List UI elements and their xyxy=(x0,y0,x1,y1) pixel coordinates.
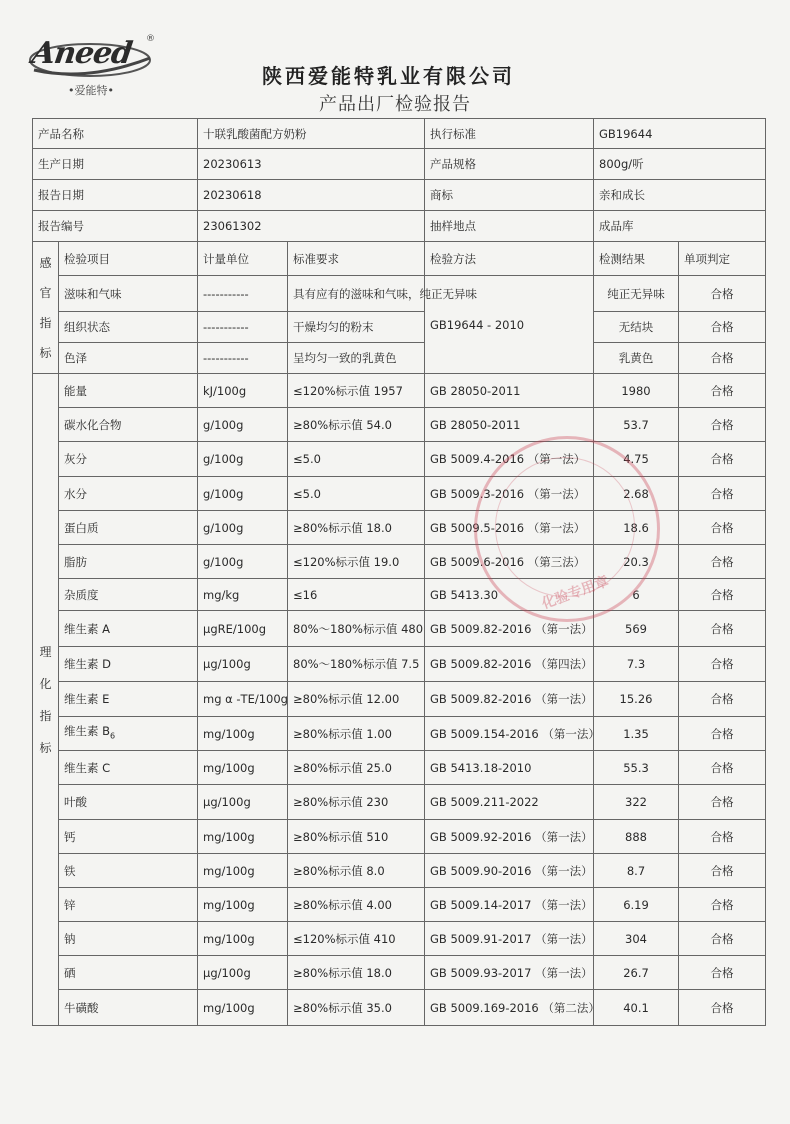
item-judgement: 合格 xyxy=(679,511,766,545)
item-name: 钠 xyxy=(59,922,198,956)
item-name: 组织状态 xyxy=(59,312,198,343)
item-result: 569 xyxy=(594,611,679,647)
item-result: 7.3 xyxy=(594,647,679,682)
item-method: GB 5009.154-2016 （第一法） xyxy=(425,717,594,751)
item-standard: ≥80%标示值 1.00 xyxy=(288,717,425,751)
item-unit: μg/100g xyxy=(198,785,288,820)
table-row xyxy=(33,647,766,682)
item-standard: 呈均匀一致的乳黄色 xyxy=(288,343,425,374)
item-result: 20.3 xyxy=(594,545,679,579)
item-unit: mg/100g xyxy=(198,820,288,854)
table-row xyxy=(33,343,766,374)
item-unit: μg/100g xyxy=(198,956,288,990)
table-row xyxy=(33,751,766,785)
info-row xyxy=(33,149,766,180)
header-item: 检验项目 xyxy=(59,242,198,276)
item-standard: 80%～180%标示值 480 xyxy=(288,611,425,647)
item-name: 维生素 D xyxy=(59,647,198,682)
item-judgement: 合格 xyxy=(679,717,766,751)
item-result: 2.68 xyxy=(594,477,679,511)
table-row xyxy=(33,922,766,956)
item-judgement: 合格 xyxy=(679,922,766,956)
item-judgement: 合格 xyxy=(679,442,766,477)
info-value: 23061302 xyxy=(198,211,425,242)
item-name: 维生素 $B_6$ xyxy=(59,717,198,751)
info-value: 成品库 xyxy=(594,211,766,242)
item-result: 6 xyxy=(594,579,679,611)
item-standard: 具有应有的滋味和气味，纯正无异味 xyxy=(288,276,425,312)
info-row xyxy=(33,211,766,242)
info-key: 产品规格 xyxy=(425,149,594,180)
item-name: 脂肪 xyxy=(59,545,198,579)
header-unit: 计量单位 xyxy=(198,242,288,276)
item-judgement: 合格 xyxy=(679,888,766,922)
item-judgement: 合格 xyxy=(679,820,766,854)
item-method: GB 5009.92-2016 （第一法） xyxy=(425,820,594,854)
info-row xyxy=(33,119,766,149)
item-name: 能量 xyxy=(59,374,198,408)
item-result: 26.7 xyxy=(594,956,679,990)
item-judgement: 合格 xyxy=(679,611,766,647)
item-method: GB 5009.6-2016 （第三法） xyxy=(425,545,594,579)
item-method: GB 5009.4-2016 （第一法） xyxy=(425,442,594,477)
item-method: GB 28050-2011 xyxy=(425,408,594,442)
item-name: 滋味和气味 xyxy=(59,276,198,312)
item-result: 888 xyxy=(594,820,679,854)
item-standard: ≥80%标示值 54.0 xyxy=(288,408,425,442)
item-judgement: 合格 xyxy=(679,343,766,374)
lab-seal-text: 化验专用章 xyxy=(539,573,611,613)
table-row xyxy=(33,682,766,717)
item-unit: μgRE/100g xyxy=(198,611,288,647)
item-judgement: 合格 xyxy=(679,312,766,343)
item-result: 40.1 xyxy=(594,990,679,1026)
item-standard: ≥80%标示值 8.0 xyxy=(288,854,425,888)
item-result: 322 xyxy=(594,785,679,820)
item-standard: ≥80%标示值 35.0 xyxy=(288,990,425,1026)
info-value: GB19644 xyxy=(594,119,766,149)
item-name: 色泽 xyxy=(59,343,198,374)
registered-mark-icon: ® xyxy=(146,34,155,44)
table-row xyxy=(33,579,766,611)
item-unit: g/100g xyxy=(198,477,288,511)
item-unit: mg/100g xyxy=(198,888,288,922)
item-name: 硒 xyxy=(59,956,198,990)
table-row xyxy=(33,888,766,922)
item-name: 蛋白质 xyxy=(59,511,198,545)
company-logo xyxy=(28,30,156,102)
item-result: 18.6 xyxy=(594,511,679,545)
item-judgement: 合格 xyxy=(679,956,766,990)
info-row xyxy=(33,180,766,211)
item-unit: mg/100g xyxy=(198,717,288,751)
item-name: 杂质度 xyxy=(59,579,198,611)
table-row xyxy=(33,545,766,579)
sensory-category-label: 感 官 指 标 xyxy=(33,242,59,374)
item-name: 铁 xyxy=(59,854,198,888)
item-unit: ----------- xyxy=(198,312,288,343)
item-standard: ≥80%标示值 25.0 xyxy=(288,751,425,785)
column-header-row xyxy=(33,242,766,276)
info-value: 亲和成长 xyxy=(594,180,766,211)
table-row xyxy=(33,312,766,343)
table-row xyxy=(33,442,766,477)
item-unit: mg/100g xyxy=(198,990,288,1026)
info-key: 生产日期 xyxy=(33,149,198,180)
item-name: 灰分 xyxy=(59,442,198,477)
item-name: 维生素 C xyxy=(59,751,198,785)
item-standard: ≥80%标示值 12.00 xyxy=(288,682,425,717)
item-method: GB 5009.82-2016 （第一法） xyxy=(425,682,594,717)
company-name: 陕西爱能特乳业有限公司 xyxy=(262,64,515,88)
item-unit: mg/kg xyxy=(198,579,288,611)
table-row xyxy=(33,990,766,1026)
header-judgement: 单项判定 xyxy=(679,242,766,276)
item-unit: g/100g xyxy=(198,545,288,579)
item-method: GB 5009.82-2016 （第一法） xyxy=(425,611,594,647)
item-name: 牛磺酸 xyxy=(59,990,198,1026)
item-method: GB 5009.5-2016 （第一法） xyxy=(425,511,594,545)
info-key: 报告日期 xyxy=(33,180,198,211)
table-row xyxy=(33,511,766,545)
item-method: GB 5009.93-2017 （第一法） xyxy=(425,956,594,990)
item-standard: ≤5.0 xyxy=(288,442,425,477)
item-result: 无结块 xyxy=(594,312,679,343)
item-unit: ----------- xyxy=(198,343,288,374)
report-title: 产品出厂检验报告 xyxy=(319,94,471,115)
inspection-table xyxy=(32,118,766,1026)
item-name: 锌 xyxy=(59,888,198,922)
table-row xyxy=(33,785,766,820)
item-standard: ≤16 xyxy=(288,579,425,611)
item-name: 叶酸 xyxy=(59,785,198,820)
item-method: GB 5413.30 xyxy=(425,579,594,611)
item-judgement: 合格 xyxy=(679,785,766,820)
item-judgement: 合格 xyxy=(679,647,766,682)
item-unit: mg/100g xyxy=(198,854,288,888)
item-judgement: 合格 xyxy=(679,408,766,442)
header-standard: 标准要求 xyxy=(288,242,425,276)
item-result: 1.35 xyxy=(594,717,679,751)
table-row xyxy=(33,477,766,511)
item-judgement: 合格 xyxy=(679,545,766,579)
item-name: 碳水化合物 xyxy=(59,408,198,442)
item-standard: 80%～180%标示值 7.5 xyxy=(288,647,425,682)
physchem-category-label: 理 化 指 标 xyxy=(33,374,59,1026)
item-result: 纯正无异味 xyxy=(594,276,679,312)
item-judgement: 合格 xyxy=(679,990,766,1026)
info-key: 产品名称 xyxy=(33,119,198,149)
info-value: 20230613 xyxy=(198,149,425,180)
item-standard: ≤120%标示值 19.0 xyxy=(288,545,425,579)
item-standard: 干燥均匀的粉末 xyxy=(288,312,425,343)
item-method: GB 5009.211-2022 xyxy=(425,785,594,820)
item-unit: μg/100g xyxy=(198,647,288,682)
item-result: 4.75 xyxy=(594,442,679,477)
item-method: GB 5009.14-2017 （第一法） xyxy=(425,888,594,922)
item-judgement: 合格 xyxy=(679,579,766,611)
item-name: 维生素 A xyxy=(59,611,198,647)
item-judgement: 合格 xyxy=(679,751,766,785)
item-judgement: 合格 xyxy=(679,374,766,408)
item-method: GB 5009.90-2016 （第一法） xyxy=(425,854,594,888)
item-standard: ≤120%标示值 1957 xyxy=(288,374,425,408)
table-row xyxy=(33,854,766,888)
item-standard: ≥80%标示值 18.0 xyxy=(288,511,425,545)
item-name: 维生素 E xyxy=(59,682,198,717)
table-row xyxy=(33,717,766,751)
item-standard: ≥80%标示值 510 xyxy=(288,820,425,854)
table-row xyxy=(33,820,766,854)
item-unit: g/100g xyxy=(198,511,288,545)
info-value: 20230618 xyxy=(198,180,425,211)
item-result: 乳黄色 xyxy=(594,343,679,374)
info-value: 800g/听 xyxy=(594,149,766,180)
item-method: GB 5009.91-2017 （第一法） xyxy=(425,922,594,956)
item-unit: g/100g xyxy=(198,442,288,477)
item-method: GB 5009.82-2016 （第四法） xyxy=(425,647,594,682)
logo-wordmark: Aneed xyxy=(29,36,134,71)
table-row xyxy=(33,611,766,647)
item-judgement: 合格 xyxy=(679,682,766,717)
item-unit: mg/100g xyxy=(198,751,288,785)
item-name: 钙 xyxy=(59,820,198,854)
info-key: 商标 xyxy=(425,180,594,211)
item-standard: ≥80%标示值 4.00 xyxy=(288,888,425,922)
item-unit: mg α -TE/100g xyxy=(198,682,288,717)
item-result: 8.7 xyxy=(594,854,679,888)
table-row xyxy=(33,374,766,408)
item-result: 55.3 xyxy=(594,751,679,785)
item-standard: ≤120%标示值 410 xyxy=(288,922,425,956)
info-key: 报告编号 xyxy=(33,211,198,242)
table-row xyxy=(33,408,766,442)
item-judgement: 合格 xyxy=(679,854,766,888)
item-standard: ≥80%标示值 18.0 xyxy=(288,956,425,990)
header-result: 检测结果 xyxy=(594,242,679,276)
item-result: 1980 xyxy=(594,374,679,408)
item-standard: ≥80%标示值 230 xyxy=(288,785,425,820)
table-row xyxy=(33,956,766,990)
item-name: 水分 xyxy=(59,477,198,511)
item-method: GB 5413.18-2010 xyxy=(425,751,594,785)
item-unit: kJ/100g xyxy=(198,374,288,408)
header-method: 检验方法 xyxy=(425,242,594,276)
item-result: 304 xyxy=(594,922,679,956)
item-unit: mg/100g xyxy=(198,922,288,956)
item-method: GB 28050-2011 xyxy=(425,374,594,408)
info-value: 十联乳酸菌配方奶粉 xyxy=(198,119,425,149)
info-key: 执行标准 xyxy=(425,119,594,149)
item-result: 15.26 xyxy=(594,682,679,717)
item-method: GB19644 - 2010 xyxy=(425,276,594,374)
item-unit: g/100g xyxy=(198,408,288,442)
table-row xyxy=(33,276,766,312)
item-judgement: 合格 xyxy=(679,477,766,511)
item-result: 53.7 xyxy=(594,408,679,442)
item-standard: ≤5.0 xyxy=(288,477,425,511)
item-judgement: 合格 xyxy=(679,276,766,312)
info-key: 抽样地点 xyxy=(425,211,594,242)
item-method: GB 5009.3-2016 （第一法） xyxy=(425,477,594,511)
item-unit: ----------- xyxy=(198,276,288,312)
item-result: 6.19 xyxy=(594,888,679,922)
item-method: GB 5009.169-2016 （第二法） xyxy=(425,990,594,1026)
logo-subtitle: •爱能特• xyxy=(68,84,114,97)
